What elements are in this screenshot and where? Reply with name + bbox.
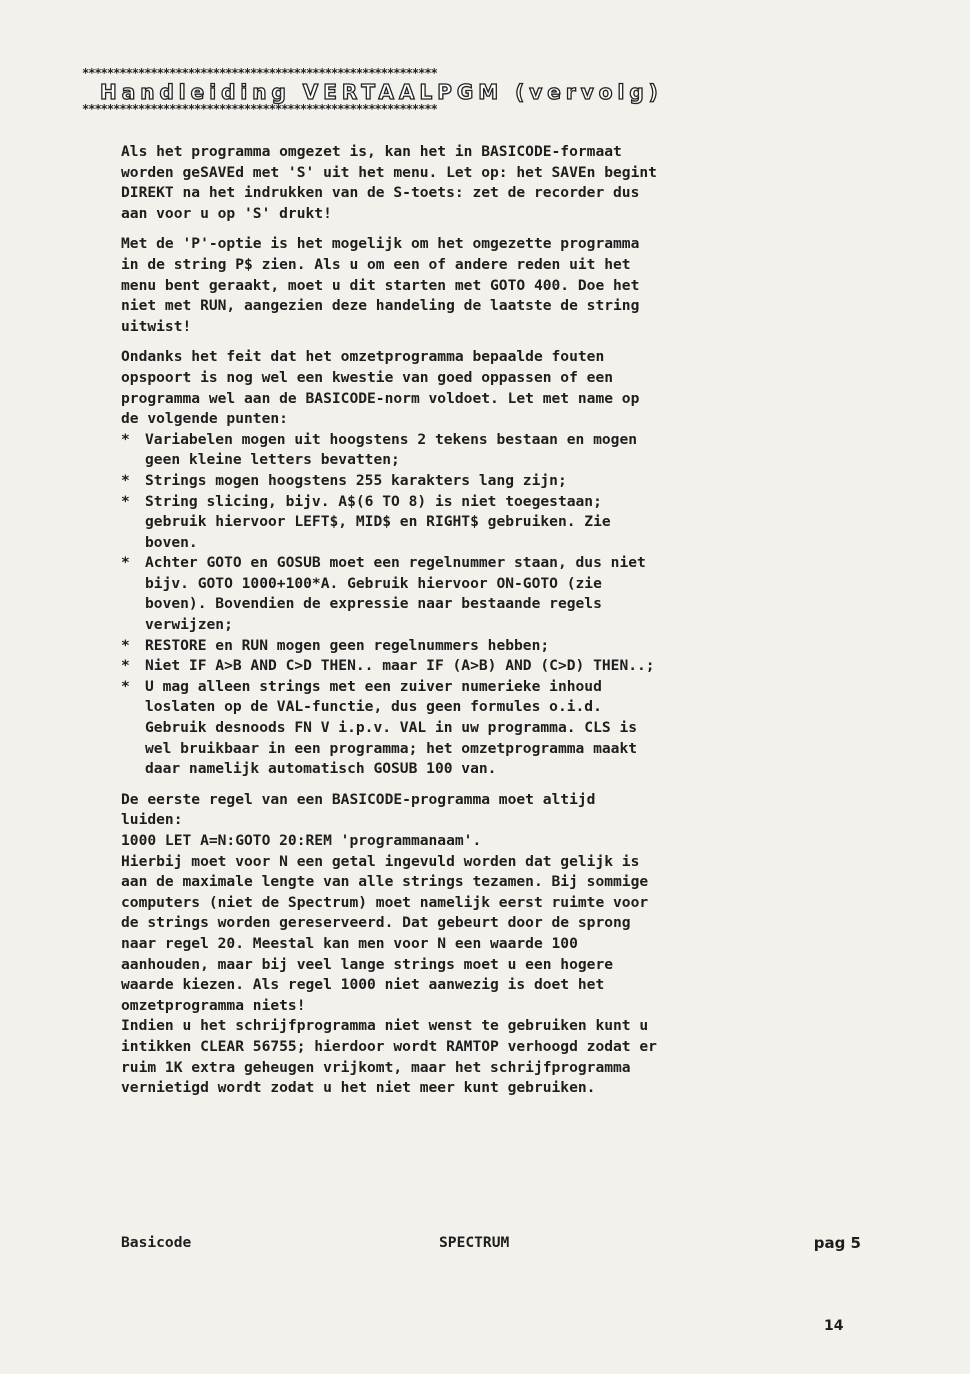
- paragraph-p-option: [121, 234, 851, 337]
- text-line: Ondanks het feit dat het omzetprogramma bepaalde fouten: [121, 348, 605, 366]
- text-line: Niet IF A>B AND C>D THEN.. maar IF (A>B) AND (C>D) THEN..;: [145, 657, 655, 675]
- text-line: Als het programma omgezet is, kan het in BASICODE-formaat: [121, 143, 622, 160]
- text-line: Variabelen mogen uit hoogstens 2 tekens bestaan en mogen: [145, 430, 638, 448]
- text-line: verwijzen;: [145, 616, 233, 634]
- bullet-mark: *: [121, 657, 130, 675]
- text-line: Indien u het schrijfprogramma niet wenst te gebruiken kunt u: [121, 1017, 649, 1035]
- list-item: [121, 471, 851, 492]
- text-line: de volgende punten:: [121, 410, 288, 428]
- footer-page-label: pag 5: [813, 1234, 861, 1252]
- text-line: U mag alleen strings met een zuiver numerieke inhoud: [145, 677, 602, 695]
- header-star-border-top: *********************************************************: [82, 66, 437, 80]
- header-star-border-bottom: *********************************************************: [82, 102, 437, 116]
- text-line: De eerste regel van een BASICODE-programma moet altijd: [121, 790, 596, 808]
- text-line: programma wel aan de BASICODE-norm voldoet. Let met name op: [121, 389, 640, 407]
- paragraph-saving: [121, 142, 851, 224]
- rules-list: [121, 430, 851, 780]
- footer-center-label: SPECTRUM: [439, 1234, 510, 1251]
- text-line: naar regel 20. Meestal kan men voor N een waarde 100: [121, 934, 578, 952]
- text-line: in de string P$ zien. Als u om een of andere reden uit het: [121, 255, 631, 273]
- text-line: niet met RUN, aangezien deze handeling de laatste de string: [121, 297, 640, 315]
- text-line: bijv. GOTO 1000+100*A. Gebruik hiervoor ON-GOTO (zie: [145, 574, 602, 592]
- paragraph-first-line: [121, 790, 851, 1099]
- text-line: DIREKT na het indrukken van de S-toets: zet de recorder dus: [121, 184, 640, 202]
- text-line: daar namelijk automatisch GOSUB 100 van.: [145, 760, 497, 778]
- bullet-mark: *: [121, 471, 130, 489]
- footer-left-label: Basicode: [121, 1234, 192, 1251]
- list-item: [121, 636, 851, 657]
- list-item: [121, 430, 851, 471]
- list-item-text: [145, 677, 851, 780]
- text-line: gebruik hiervoor LEFT$, MID$ en RIGHT$ gebruiken. Zie: [145, 513, 611, 531]
- text-line: boven). Bovendien de expressie naar bestaande regels: [145, 595, 602, 613]
- list-item: [121, 553, 851, 635]
- bullet-mark: *: [121, 492, 130, 510]
- text-line: menu bent geraakt, moet u dit starten met GOTO 400. Doe het: [121, 276, 640, 294]
- text-line: luiden:: [121, 811, 183, 829]
- bullet-mark: *: [121, 430, 130, 448]
- text-line: Hierbij moet voor N een getal ingevuld worden dat gelijk is: [121, 852, 640, 870]
- list-item-text: [145, 553, 851, 635]
- text-line: omzetprogramma niets!: [121, 996, 306, 1014]
- text-line: vernietigd wordt zodat u het niet meer kunt gebruiken.: [121, 1079, 596, 1097]
- bullet-mark: *: [121, 677, 130, 695]
- bullet-mark: *: [121, 636, 130, 654]
- document-body: [121, 142, 851, 1109]
- list-item-text: [145, 636, 851, 657]
- bullet-mark: *: [121, 554, 130, 572]
- text-line: Strings mogen hoogstens 255 karakters lang zijn;: [145, 471, 567, 489]
- list-item-text: [145, 492, 851, 554]
- text-line: uitwist!: [121, 317, 192, 335]
- text-line: aan voor u op 'S' drukt!: [121, 204, 332, 222]
- text-line: wel bruikbaar in een programma; het omzetprogramma maakt: [145, 739, 638, 757]
- page-footer: [121, 1232, 861, 1254]
- text-line: geen kleine letters bevatten;: [145, 451, 400, 469]
- text-line: waarde kiezen. Als regel 1000 niet aanwezig is doet het: [121, 976, 605, 994]
- text-line: worden geSAVEd met 'S' uit het menu. Let op: het SAVEn begint: [121, 163, 657, 181]
- text-line: ruim 1K extra geheugen vrijkomt, maar het schrijfprogramma: [121, 1058, 631, 1076]
- list-item: [121, 677, 851, 780]
- text-line: de strings worden gereserveerd. Dat gebeurt door de sprong: [121, 914, 631, 932]
- text-line: intikken CLEAR 56755; hierdoor wordt RAMTOP verhoogd zodat er: [121, 1037, 657, 1055]
- text-line: loslaten op de VAL-functie, dus geen formules o.i.d.: [145, 698, 602, 716]
- text-line: aanhouden, maar bij veel lange strings moet u een hogere: [121, 955, 614, 973]
- text-line: aan de maximale lengte van alle strings tezamen. Bij sommige: [121, 873, 649, 891]
- list-item: [121, 492, 851, 554]
- text-line: boven.: [145, 533, 198, 551]
- text-line: Met de 'P'-optie is het mogelijk om het omgezette programma: [121, 235, 640, 253]
- list-item-text: [145, 656, 851, 677]
- text-line: Gebruik desnoods FN V i.p.v. VAL in uw programma. CLS is: [145, 719, 638, 737]
- list-item: [121, 656, 851, 677]
- text-line: RESTORE en RUN mogen geen regelnummers hebben;: [145, 636, 550, 654]
- text-line: opspoort is nog wel een kwestie van goed oppassen of een: [121, 368, 614, 386]
- list-item-text: [145, 471, 851, 492]
- text-line: Achter GOTO en GOSUB moet een regelnummer staan, dus niet: [145, 554, 646, 572]
- page-title: Handleiding VERTAALPGM (vervolg): [100, 80, 663, 104]
- page-number: 14: [824, 1318, 844, 1334]
- text-line: String slicing, bijv. A$(6 TO 8) is niet toegestaan;: [145, 492, 602, 510]
- text-line: computers (niet de Spectrum) moet namelijk eerst ruimte voor: [121, 893, 649, 911]
- code-line: 1000 LET A=N:GOTO 20:REM 'programmanaam'.: [121, 832, 482, 849]
- list-item-text: [145, 430, 851, 471]
- paragraph-points-intro: [121, 347, 851, 429]
